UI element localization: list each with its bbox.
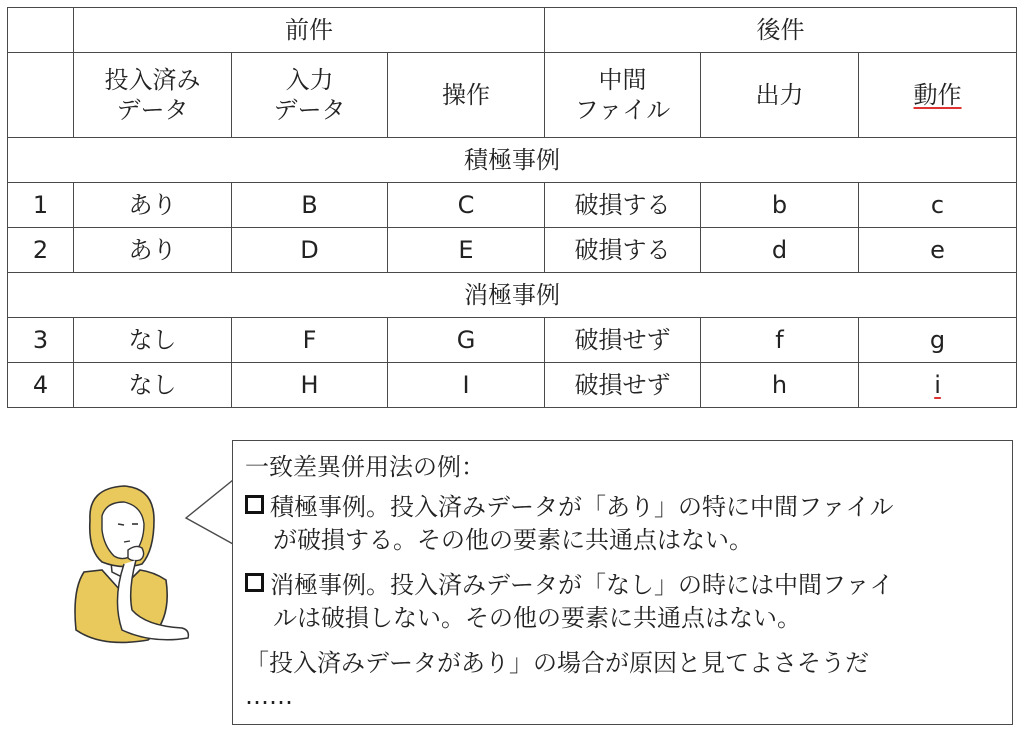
cell-intermediate: 破損する: [545, 183, 701, 228]
col-header-operation: 操作: [388, 53, 545, 138]
table-row: [8, 363, 1017, 408]
bubble-item-line2: ルは破損しない。その他の要素に共通点はない。: [273, 604, 801, 632]
comparison-table: [7, 7, 1017, 408]
cell-operation: I: [388, 363, 545, 408]
section-label-positive: 積極事例: [8, 138, 1017, 183]
bubble-conclusion: [245, 647, 869, 713]
cell-output: d: [701, 228, 859, 273]
cell-existing: なし: [74, 318, 232, 363]
table-row: [8, 318, 1017, 363]
bubble-item-line2: が破損する。その他の要素に共通点はない。: [273, 526, 753, 554]
cell-existing: あり: [74, 228, 232, 273]
bubble-item-positive: [245, 491, 1000, 557]
cell-behavior-text: i: [934, 371, 941, 399]
cell-behavior: e: [859, 228, 1017, 273]
bubble-item-line1: 消極事例。投入済みデータが「なし」の時には中間ファイ: [270, 571, 894, 599]
cell-behavior: [859, 363, 1017, 408]
cell-no: 3: [8, 318, 74, 363]
cell-operation: C: [388, 183, 545, 228]
cell-output: f: [701, 318, 859, 363]
group-header-post: 後件: [545, 8, 1017, 53]
col-header-output: 出力: [701, 53, 859, 138]
col-header-behavior-text: 動作: [913, 81, 962, 109]
group-header-pre: 前件: [74, 8, 545, 53]
cell-no: 2: [8, 228, 74, 273]
table-row: [8, 183, 1017, 228]
col-header-behavior: [859, 53, 1017, 138]
cell-input: B: [232, 183, 388, 228]
cell-output: h: [701, 363, 859, 408]
speech-bubble-tail: [184, 478, 236, 558]
corner-cell: [8, 8, 74, 53]
bubble-item-negative: [245, 569, 1000, 635]
conclusion-line1: 「投入済みデータがあり」の場合が原因と見てよさそうだ: [245, 649, 869, 677]
cell-operation: G: [388, 318, 545, 363]
cell-intermediate: 破損せず: [545, 363, 701, 408]
thinking-person-illustration: [62, 480, 202, 660]
col-header-existing: 投入済み データ: [74, 53, 232, 138]
cell-output: b: [701, 183, 859, 228]
cell-behavior: c: [859, 183, 1017, 228]
speech-bubble: [232, 440, 1013, 725]
cell-input: H: [232, 363, 388, 408]
cell-input: F: [232, 318, 388, 363]
cell-intermediate: 破損せず: [545, 318, 701, 363]
conclusion-line2: ……: [245, 682, 293, 710]
checkbox-square-icon: [245, 495, 264, 514]
bubble-title: 一致差異併用法の例：: [245, 453, 485, 481]
col-header-intermediate: 中間 ファイル: [545, 53, 701, 138]
no-header: [8, 53, 74, 138]
cell-no: 1: [8, 183, 74, 228]
col-header-input: 入力 データ: [232, 53, 388, 138]
section-label-negative: 消極事例: [8, 273, 1017, 318]
cell-no: 4: [8, 363, 74, 408]
cell-operation: E: [388, 228, 545, 273]
cell-existing: あり: [74, 183, 232, 228]
cell-existing: なし: [74, 363, 232, 408]
table-row: [8, 228, 1017, 273]
cell-input: D: [232, 228, 388, 273]
checkbox-square-icon: [245, 573, 264, 592]
cell-behavior: g: [859, 318, 1017, 363]
bubble-item-line1: 積極事例。投入済みデータが「あり」の特に中間ファイル: [270, 493, 894, 521]
cell-intermediate: 破損する: [545, 228, 701, 273]
